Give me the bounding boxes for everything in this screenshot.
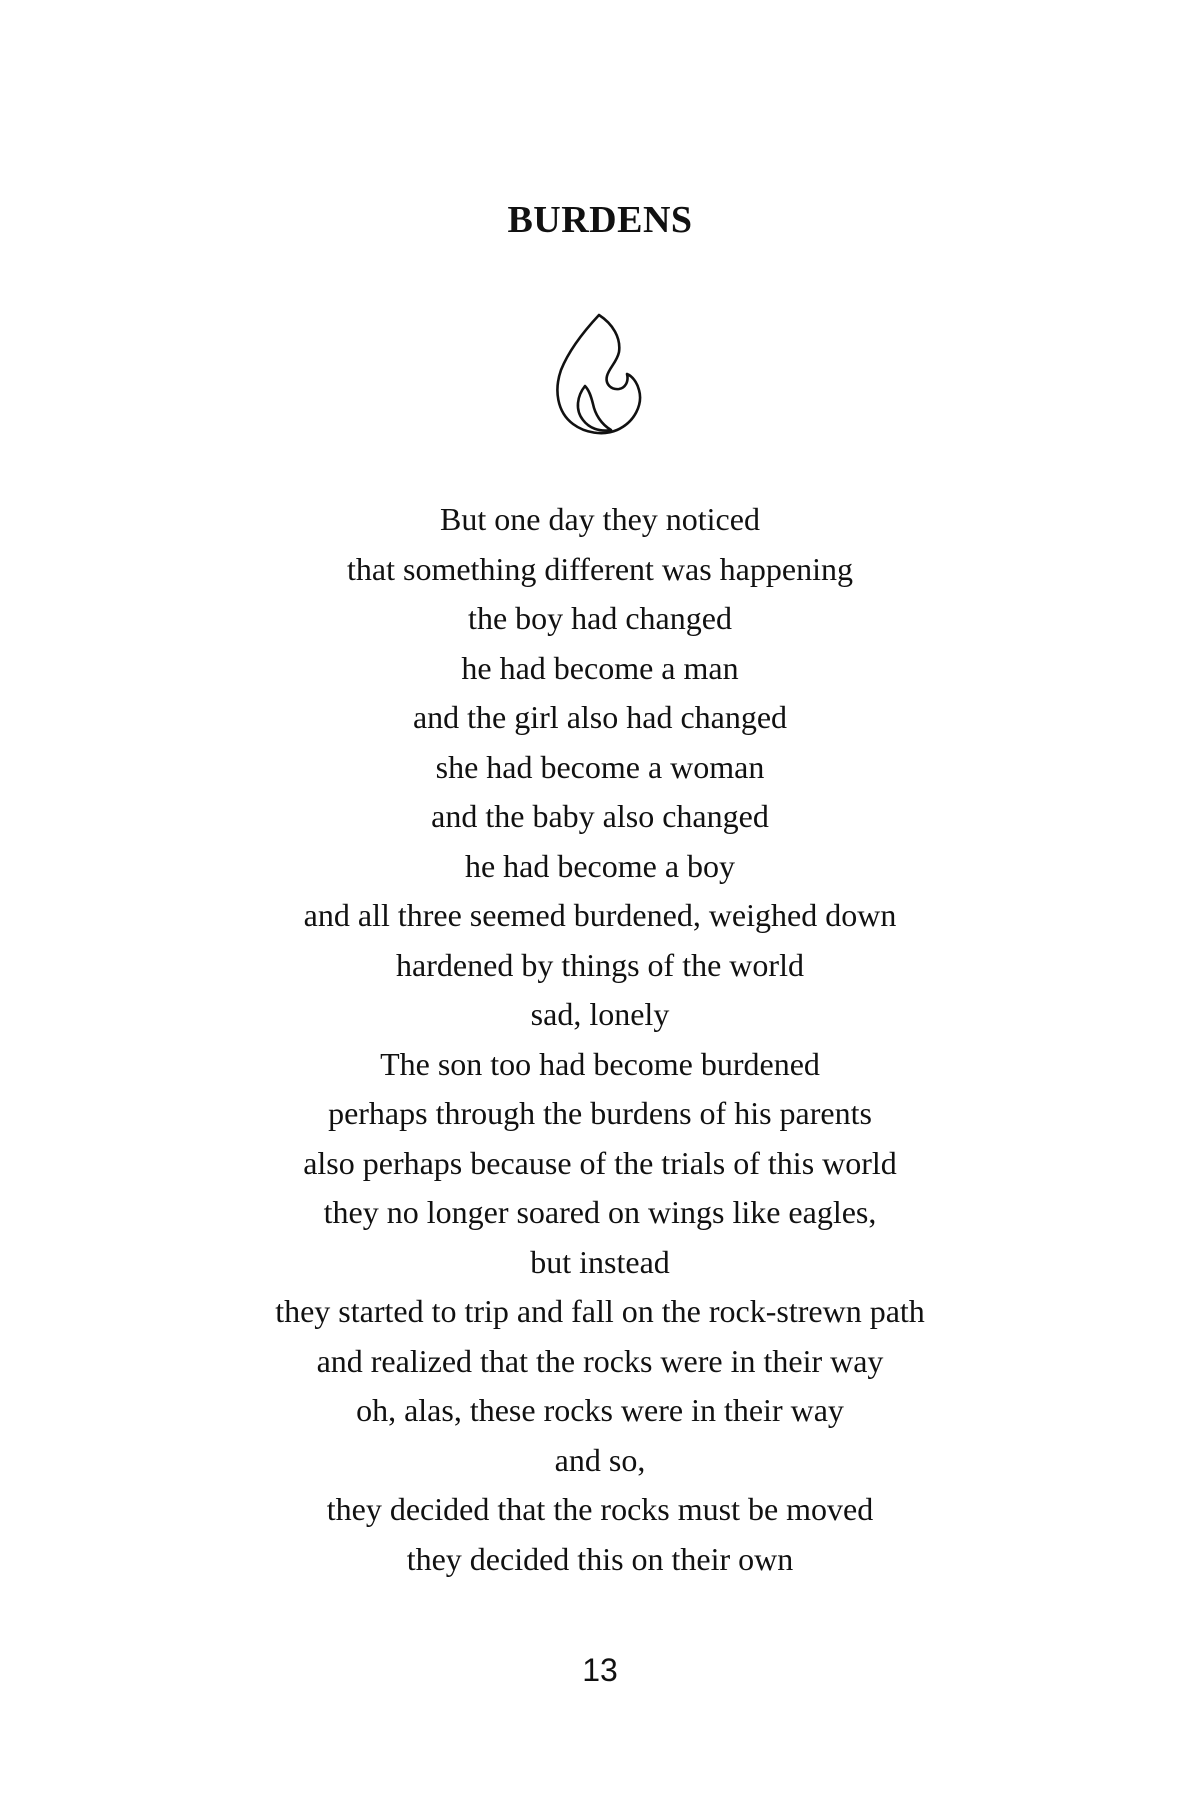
poem-body <box>0 495 1200 1584</box>
poem-line: and the baby also changed <box>431 798 769 834</box>
poem-line: and realized that the rocks were in their way <box>316 1342 884 1379</box>
poem-line: he had become a boy <box>464 847 736 884</box>
poem-line: but instead <box>530 1243 670 1280</box>
poem-line: he had become a man <box>461 649 739 686</box>
poem-line: sad, lonely <box>530 996 670 1032</box>
poem-line: and the girl also had changed <box>412 699 788 735</box>
poem-line: the boy had changed <box>468 600 732 636</box>
poem-line: hardened by things of the world <box>396 946 804 983</box>
poem-line: they started to trip and fall on the rock-strewn path <box>275 1293 925 1329</box>
poem-line: and all three seemed burdened, weighed down <box>303 897 897 933</box>
poem-line: and so, <box>554 1441 646 1478</box>
poem-line: But one day they noticed <box>440 501 760 537</box>
page-title: BURDENS <box>507 199 693 241</box>
page-number: 13 <box>582 1652 618 1688</box>
flame-icon <box>555 312 645 438</box>
poem-line: also perhaps because of the trials of this world <box>303 1144 897 1181</box>
poem-line: they no longer soared on wings like eagles, <box>323 1194 877 1230</box>
poem-line: she had become a woman <box>435 748 765 785</box>
poem-line: they decided that the rocks must be moved <box>326 1491 874 1527</box>
poem-line: that something different was happening <box>347 550 853 587</box>
poem-line: they decided this on their own <box>406 1540 794 1577</box>
poem-line: The son too had become burdened <box>380 1045 820 1082</box>
poem-line: perhaps through the burdens of his parents <box>328 1095 872 1131</box>
poem-line: oh, alas, these rocks were in their way <box>356 1392 844 1428</box>
